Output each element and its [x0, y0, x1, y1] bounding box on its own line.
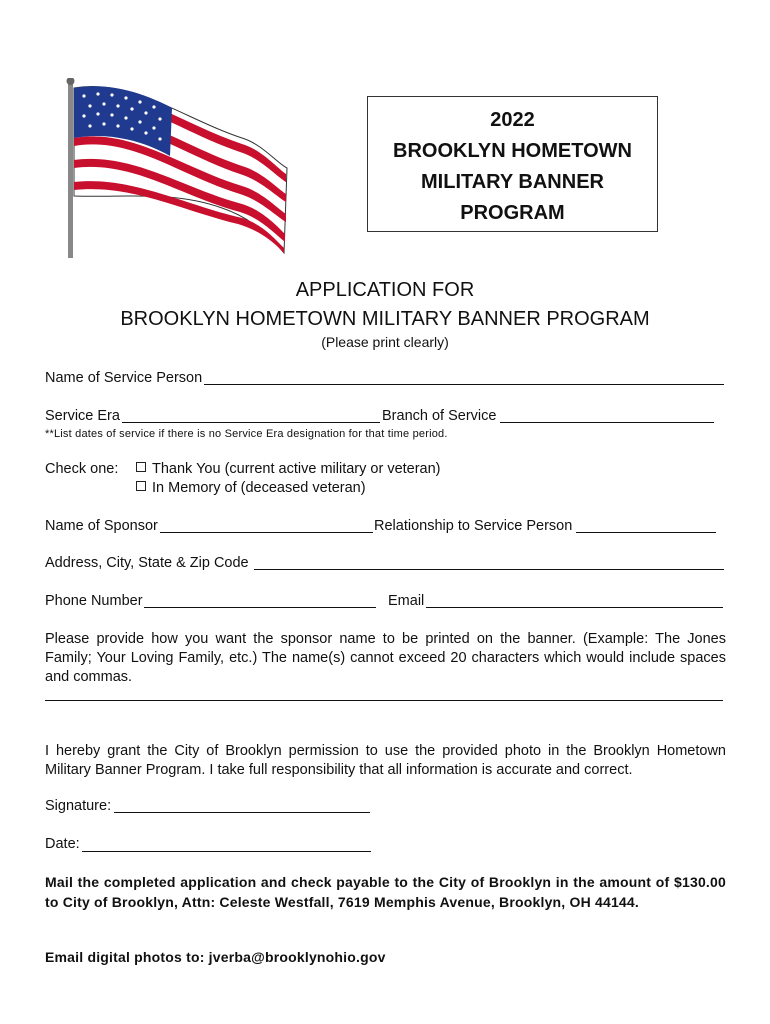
service-era-field[interactable]	[122, 422, 380, 423]
email-photos-instructions: Email digital photos to: jverba@brooklynohio.gov	[45, 949, 386, 965]
checkbox-in-memory[interactable]	[136, 481, 146, 491]
relationship-label: Relationship to Service Person	[374, 518, 573, 534]
title-year: 2022	[490, 109, 535, 131]
service-person-field[interactable]	[204, 384, 724, 385]
sponsor-label: Name of Sponsor	[45, 518, 158, 534]
program-heading: BROOKLYN HOMETOWN MILITARY BANNER PROGRAM	[120, 308, 650, 330]
email-field[interactable]	[426, 607, 723, 608]
service-person-label: Name of Service Person	[45, 370, 203, 386]
branch-label: Branch of Service	[382, 408, 497, 424]
service-era-label: Service Era	[45, 408, 120, 424]
option-in-memory-label: In Memory of (deceased veteran)	[152, 480, 366, 496]
phone-label: Phone Number	[45, 593, 143, 609]
mail-instructions: Mail the completed application and check payable to the City of Brooklyn in the amount of $130.00 to City of Brooklyn, Attn: Celeste Westfall, 7619 Memphis Avenue, Brooklyn, OH 44144.	[45, 874, 726, 910]
phone-field[interactable]	[144, 607, 376, 608]
option-thank-you[interactable]	[136, 461, 441, 481]
checkbox-thank-you[interactable]	[136, 462, 146, 472]
signature-label: Signature:	[45, 798, 112, 814]
print-clearly-note: (Please print clearly)	[321, 334, 449, 350]
address-label: Address, City, State & Zip Code	[45, 555, 249, 571]
application-heading: APPLICATION FOR	[295, 279, 475, 301]
banner-name-field[interactable]	[45, 700, 723, 701]
title-line-4: PROGRAM	[460, 202, 565, 224]
address-field[interactable]	[254, 569, 724, 570]
title-line-3: MILITARY BANNER	[421, 171, 604, 193]
service-era-note: **List dates of service if there is no Service Era designation for that time period.	[45, 428, 448, 440]
american-flag-image	[62, 78, 298, 260]
relationship-field[interactable]	[576, 532, 716, 533]
check-one-label: Check one:	[45, 461, 119, 477]
sponsor-field[interactable]	[160, 532, 373, 533]
email-label: Email	[388, 593, 425, 609]
date-field[interactable]	[82, 851, 371, 852]
banner-name-instructions: Please provide how you want the sponsor name to be printed on the banner. (Example: The Jones Family; Your Loving Family, etc.) The name(s) cannot exceed 20 characters which would include spaces and commas.	[45, 631, 726, 685]
program-title-box	[367, 96, 658, 232]
date-label: Date:	[45, 836, 80, 852]
title-line-2: BROOKLYN HOMETOWN	[393, 140, 632, 162]
permission-statement: I hereby grant the City of Brooklyn permission to use the provided photo in the Brooklyn Hometown Military Banner Program. I take full responsibility that all information is accurate and correct.	[45, 743, 726, 778]
branch-field[interactable]	[500, 422, 714, 423]
option-in-memory[interactable]	[136, 480, 366, 500]
option-thank-you-label: Thank You (current active military or veteran)	[152, 461, 441, 477]
signature-field[interactable]	[114, 812, 370, 813]
